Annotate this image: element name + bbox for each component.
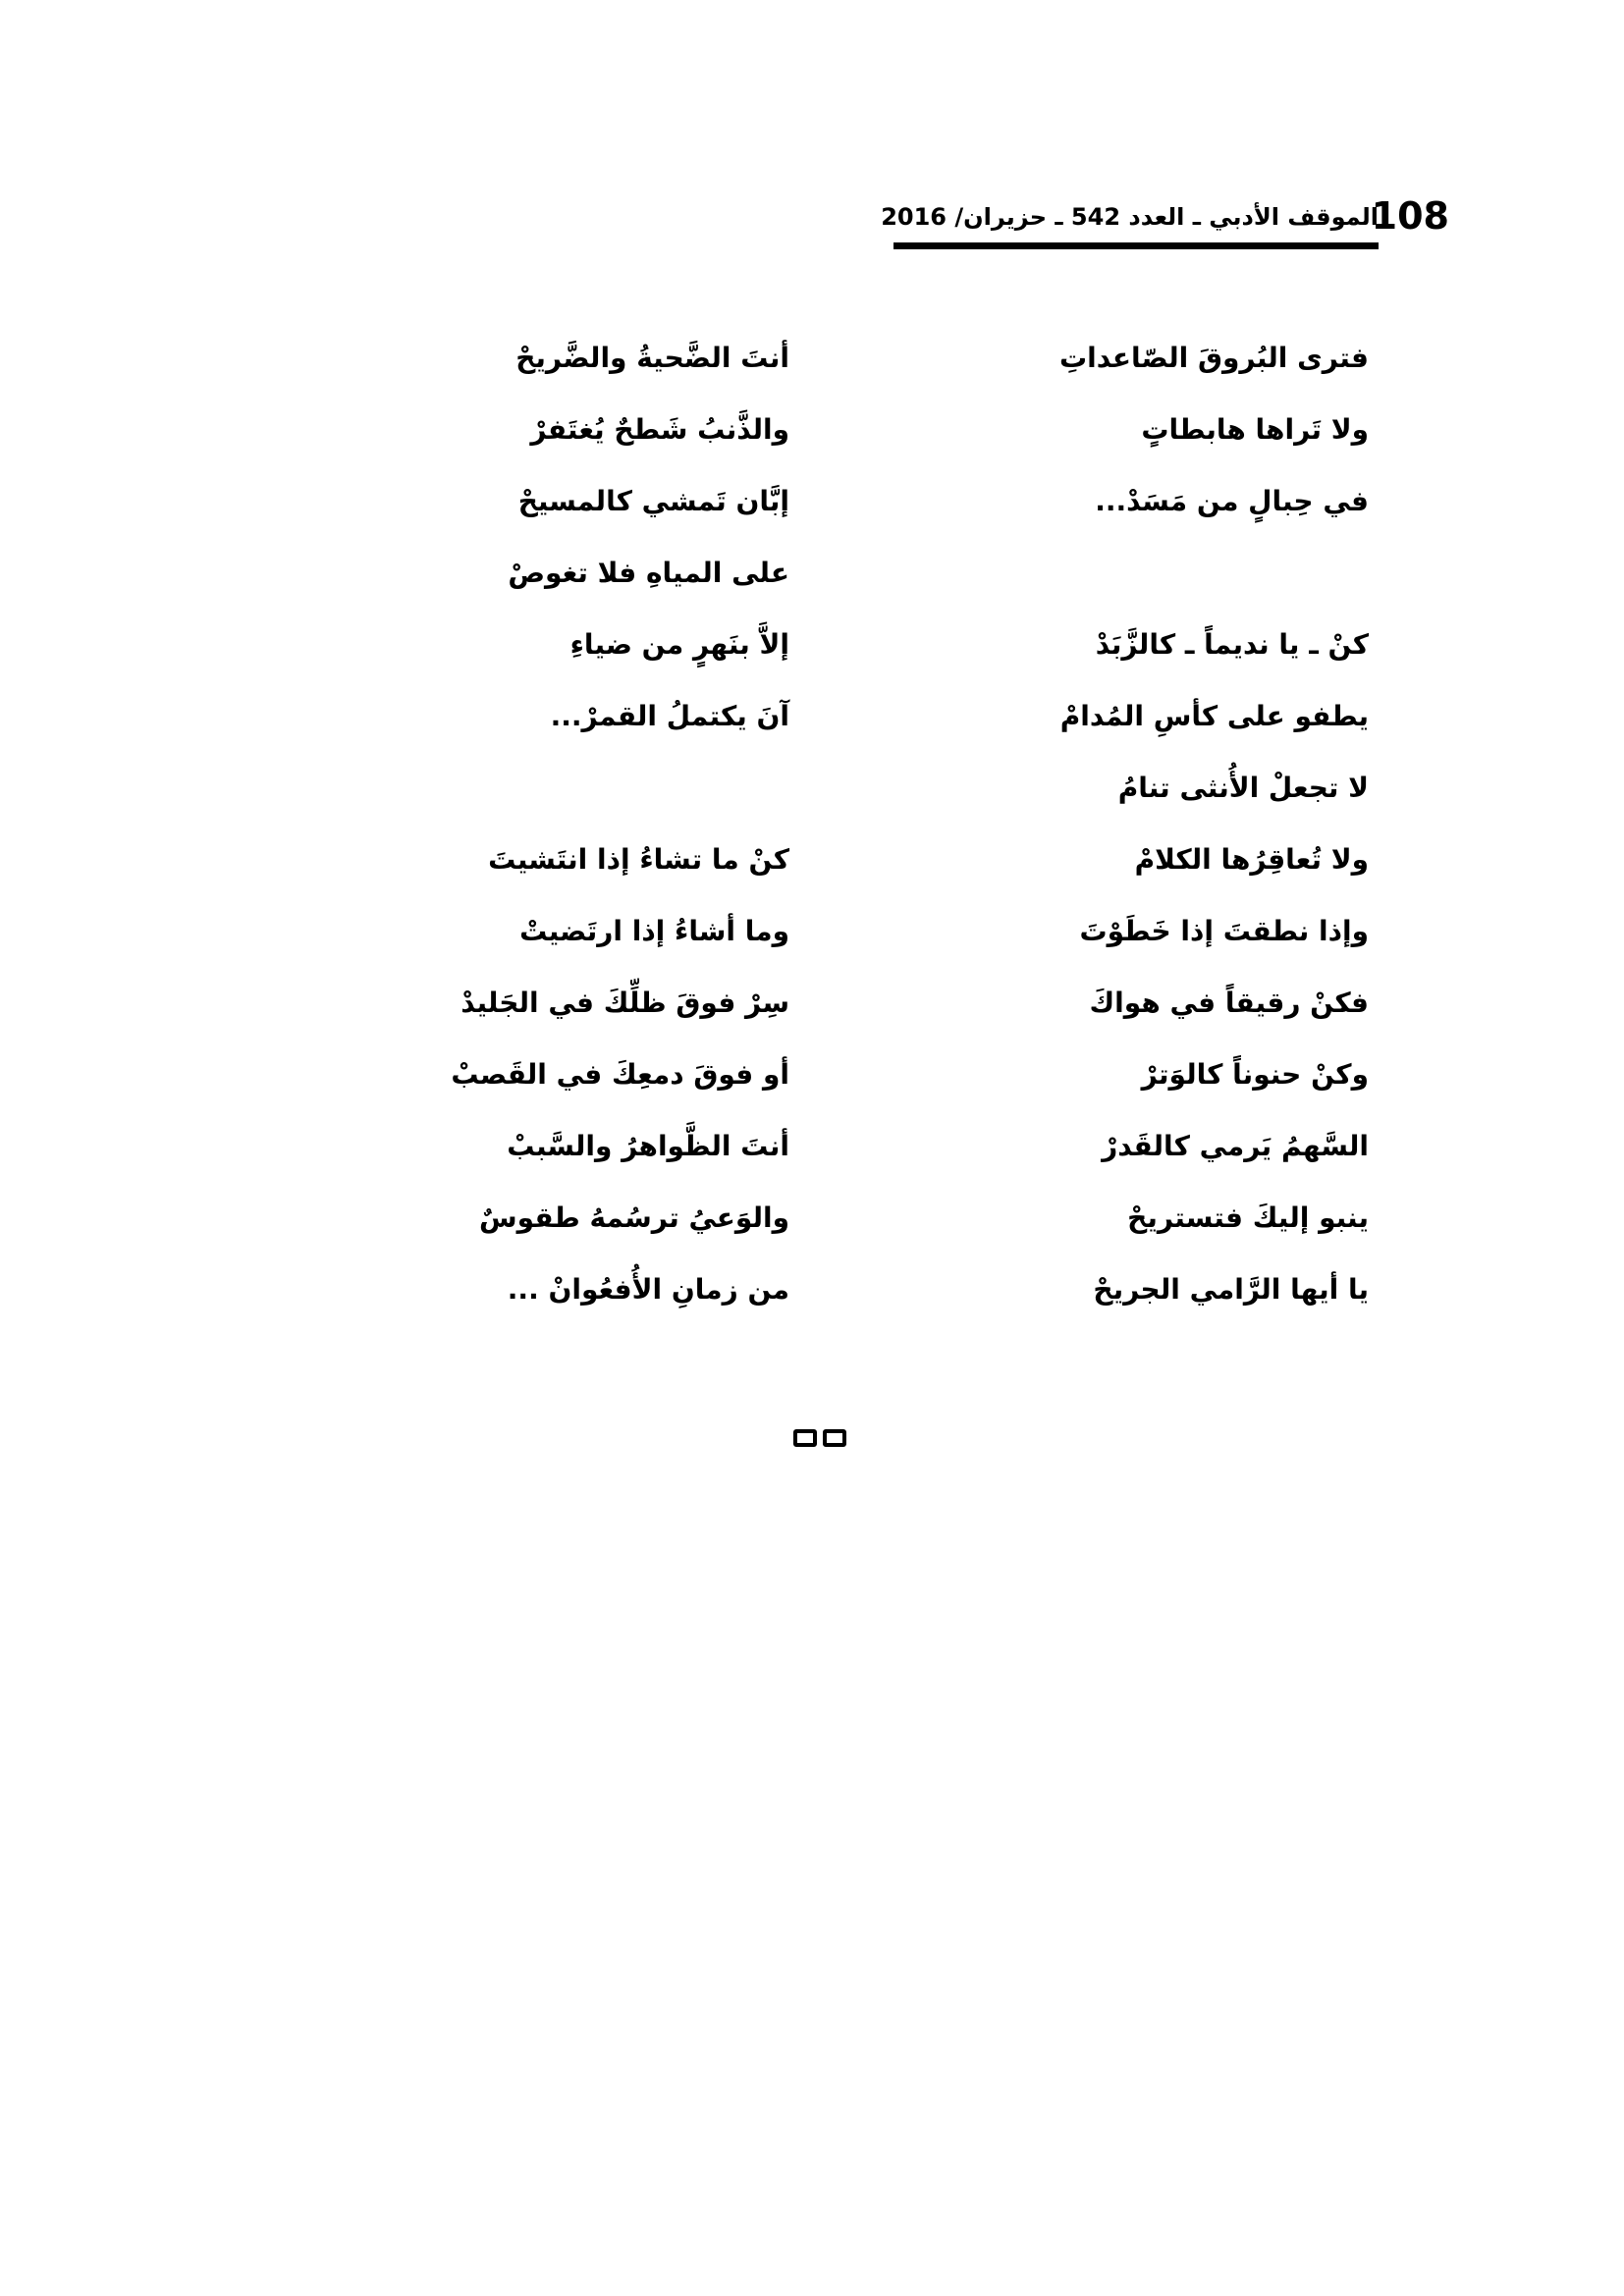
poem-line: يطفو على كأسِ المُدامْ <box>1059 700 1369 732</box>
page-header <box>881 192 1449 251</box>
poem-line: فكنْ رقيقاً في هواكَ <box>1089 987 1369 1019</box>
poem-line: يا أيها الرَّامي الجريحْ <box>1093 1273 1369 1306</box>
page-number: 108 <box>1371 194 1449 238</box>
header-rule <box>893 242 1379 249</box>
poem-line: وما أشاءُ إذا ارتَضيتْ <box>519 915 789 947</box>
poem-line: آنَ يكتملُ القمرْ... <box>550 700 789 732</box>
square-icon <box>793 1429 817 1447</box>
poem-line: إبَّان تَمشي كالمسيحْ <box>517 485 789 517</box>
poem-line: في حِبالٍ من مَسَدْ... <box>1095 485 1369 517</box>
poem-line: فترى البُروقَ الصّاعداتِ <box>1059 342 1369 374</box>
poem-line: والوَعيُ ترسُمهُ طقوسٌ <box>479 1201 789 1234</box>
poem-line: إلاَّ بنَهرٍ من ضياءِ <box>569 628 789 661</box>
poem-line: وإذا نطقتَ إذا خَطَوْتَ <box>1079 915 1369 947</box>
poem-line: لا تجعلْ الأُنثى تنامُ <box>1117 772 1369 804</box>
poem-line: من زمانِ الأُفعُوانْ ... <box>507 1273 789 1306</box>
poem-line: ولا تُعاقِرُها الكلامْ <box>1134 843 1369 876</box>
poem-line: على المياهِ فلا تغوصْ <box>508 557 789 589</box>
poem-line: أنتَ الضَّحيةُ والضَّريحْ <box>515 342 789 374</box>
journal-issue-line: الموقف الأدبي ـ العدد 542 ـ حزيران/ 2016 <box>881 203 1379 231</box>
poem-line: والذَّنبُ شَطحٌ يُغتَفرْ <box>530 413 789 446</box>
poem-line: أو فوقَ دمعِكَ في القَصبْ <box>451 1058 789 1091</box>
poem-line: أنتَ الظَّواهرُ والسَّببْ <box>507 1130 789 1162</box>
poem-line: وكنْ حنوناً كالوَترْ <box>1141 1058 1369 1091</box>
poem-line: ولا تَراها هابطاتٍ <box>1141 413 1369 446</box>
poem-line: ينبو إليكَ فتستريحْ <box>1127 1201 1369 1234</box>
double-square-end-mark-icon <box>793 1429 846 1447</box>
poem-line: كنْ ما تشاءُ إذا انتَشيتَ <box>488 843 789 876</box>
poem-line: كنْ ـ يا نديماً ـ كالزَّبَدْ <box>1095 628 1369 661</box>
poem-line: سِرْ فوقَ ظلِّكَ في الجَليدْ <box>460 987 789 1019</box>
square-icon <box>823 1429 846 1447</box>
poem-line: السَّهمُ يَرمي كالقَدرْ <box>1102 1130 1369 1162</box>
